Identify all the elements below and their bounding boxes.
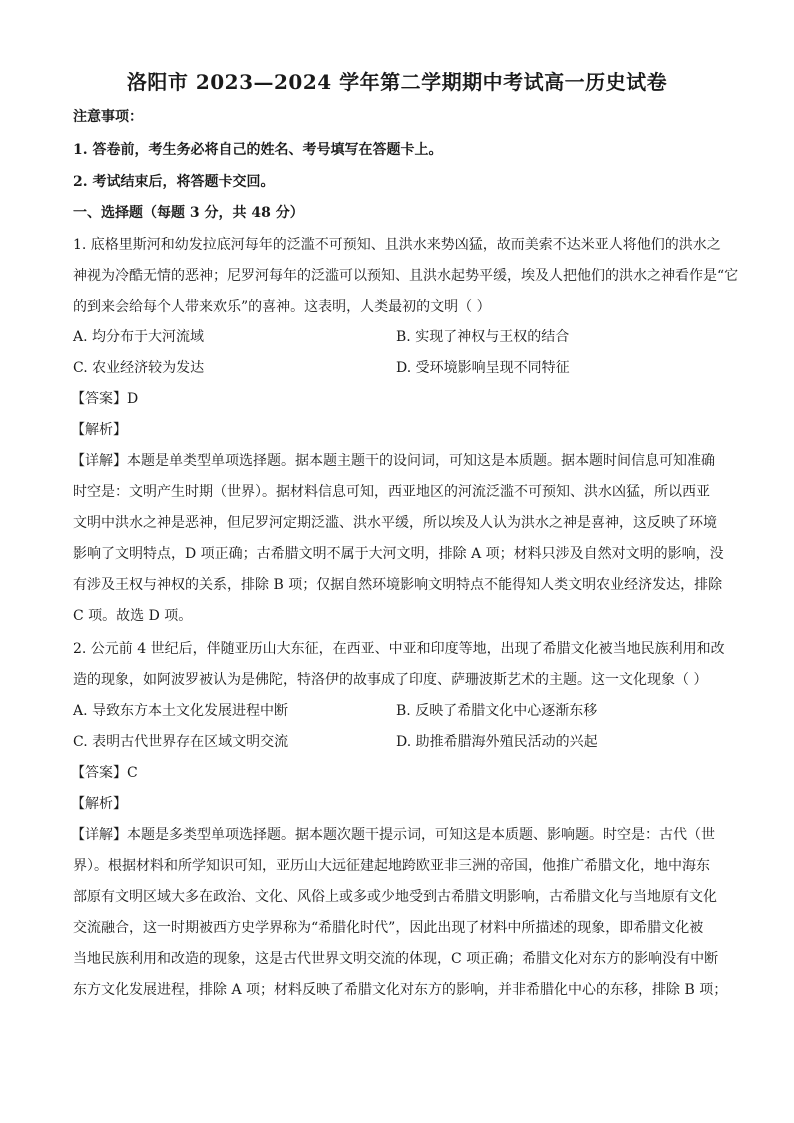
q1-option-b: B. 实现了神权与王权的结合 [396,329,570,345]
q1-stem-line-3: 的到来会给每个人带来欢乐”的喜神。这表明，人类最初的文明（ ） [73,299,491,315]
q2-option-b: B. 反映了希腊文化中心逐渐东移 [396,703,598,719]
q1-option-c: C. 农业经济较为发达 [73,360,205,376]
q1-option-d: D. 受环境影响呈现不同特征 [396,360,570,376]
q2-stem-line-2: 造的现象，如阿波罗被认为是佛陀，特洛伊的故事成了印度、萨珊波斯艺术的主题。这一文化现象（ ） [73,672,708,688]
q2-detail-line-5: 当地民族利用和改造的现象，这是古代世界文明交流的体现，C 项正确；希腊文化对东方的影响没有中断 [73,951,719,967]
q2-analysis-label: 【解析】 [71,796,127,812]
q1-option-a: A. 均分布于大河流域 [73,329,205,345]
q2-stem-line-1: 2. 公元前 4 世纪后，伴随亚历山大东征，在西亚、中亚和印度等地，出现了希腊文化被当地民族利用和改 [73,641,725,657]
notes-item-2: 2. 考试结束后，将答题卡交回。 [73,174,275,190]
q1-stem-line-1: 1. 底格里斯河和幼发拉底河每年的泛滥不可预知、且洪水来势凶猛，故而美索不达米亚人将他们的洪水之 [73,237,721,253]
q1-answer: 【答案】D [71,391,139,407]
q2-answer: 【答案】C [71,765,138,781]
q2-detail-line-3: 部原有文明区域大多在政治、文化、风俗上或多或少地受到古希腊文明影响，古希腊文化与当地原有文化 [73,889,717,905]
q1-detail-line-3: 文明中洪水之神是恶神，但尼罗河定期泛滥、洪水平缓，所以埃及人认为洪水之神是喜神，这反映了环境 [73,515,717,531]
q1-analysis-label: 【解析】 [71,422,127,438]
q1-detail-line-4: 影响了文明特点，D 项正确；古希腊文明不属于大河文明，排除 A 项；材料只涉及自然对文明的影响，没 [73,546,724,562]
notes-heading: 注意事项： [73,109,143,125]
section-heading: 一、选择题（每题 3 分，共 48 分） [73,205,304,221]
q1-stem-line-2: 神视为冷酷无情的恶神；尼罗河每年的泛滥可以预知、且洪水起势平缓，埃及人把他们的洪水之神看作是“它 [73,268,739,284]
notes-item-1: 1. 答卷前，考生务必将自己的姓名、考号填写在答题卡上。 [73,142,443,158]
q2-detail-line-2: 界）。根据材料和所学知识可知，亚历山大远征建起地跨欧亚非三洲的帝国，他推广希腊文化，地中海东 [73,858,710,874]
q1-detail-line-2: 时空是：文明产生时期（世界）。据材料信息可知，西亚地区的河流泛滥不可预知、洪水凶猛，所以西亚 [73,484,710,500]
q1-detail-line-1: 【详解】本题是单类型单项选择题。据本题主题干的设问词，可知这是本质题。据本题时间信息可知准确 [71,453,715,469]
q2-detail-line-1: 【详解】本题是多类型单项选择题。据本题次题干提示词，可知这是本质题、影响题。时空是：古代（世 [71,827,715,843]
q2-option-a: A. 导致东方本土文化发展进程中断 [73,703,289,719]
q1-detail-line-5: 有涉及王权与神权的关系，排除 B 项；仅据自然环境影响文明特点不能得知人类文明农业经济发达，排除 [73,577,723,593]
q2-option-c: C. 表明古代世界存在区域文明交流 [73,734,289,750]
q1-detail-line-6: C 项。故选 D 项。 [73,608,193,624]
q2-detail-line-6: 东方文化发展进程，排除 A 项；材料反映了希腊文化对东方的影响，并非希腊化中心的东移，排除 B 项； [73,982,728,998]
q2-option-d: D. 助推希腊海外殖民活动的兴起 [396,734,598,750]
exam-title: 洛阳市 2023—2024 学年第二学期期中考试高一历史试卷 [126,70,668,94]
q2-detail-line-4: 交流融合，这一时期被西方史学界称为“希腊化时代”，因此出现了材料中所描述的现象，即希腊文化被 [73,920,704,936]
